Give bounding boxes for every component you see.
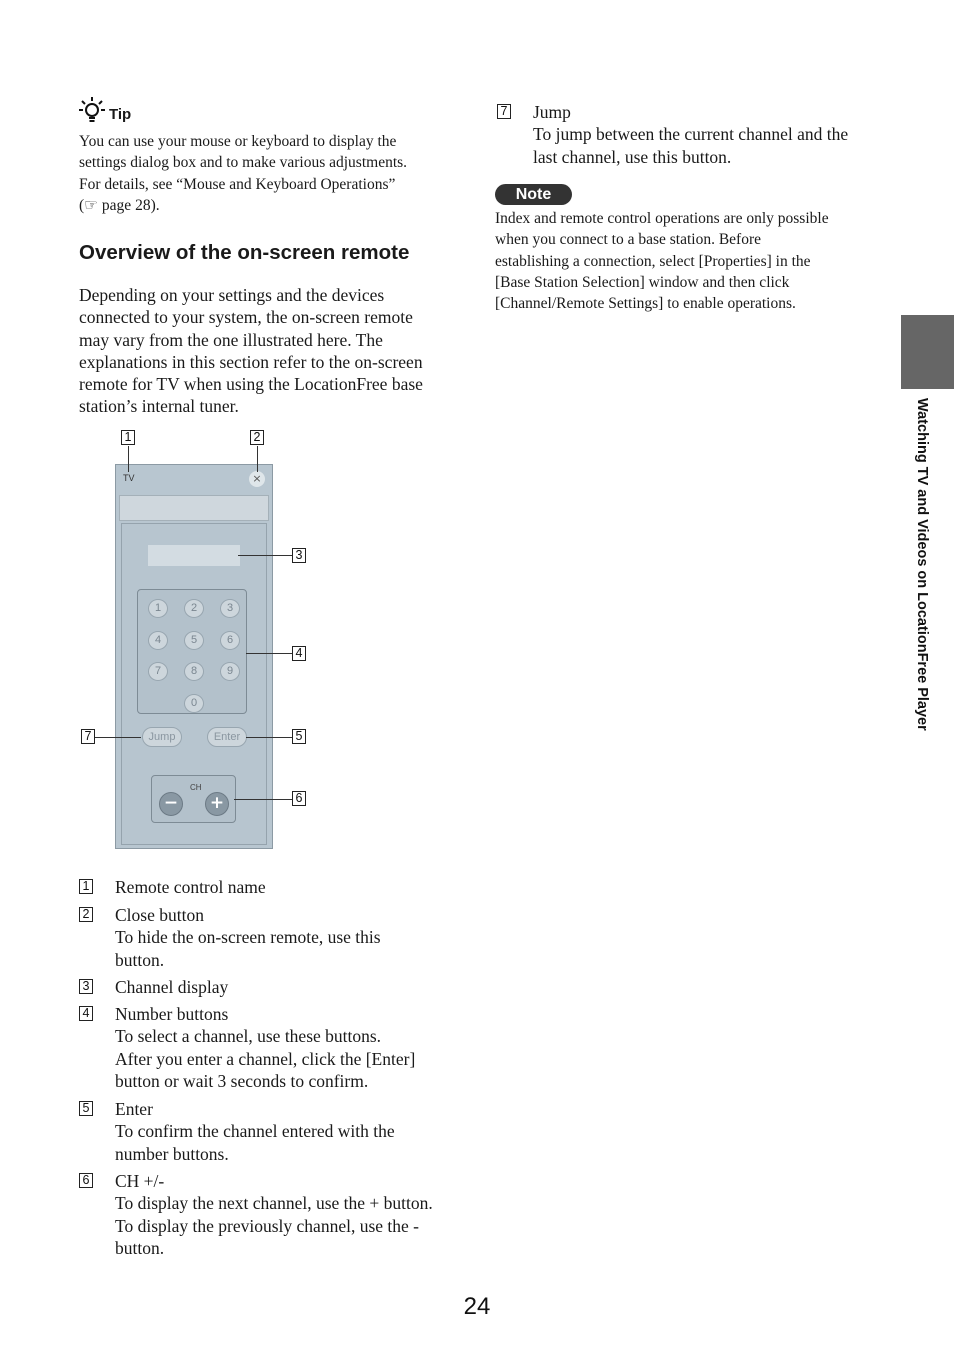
item-number-box: 6: [79, 1173, 93, 1188]
callout-6: 6: [292, 791, 306, 806]
item-title: Enter: [115, 1099, 153, 1119]
item-1: [79, 876, 464, 898]
intro-paragraph: [79, 284, 464, 418]
number-button-6: 6: [220, 631, 240, 650]
item-desc-line: To jump between the current channel and the: [533, 124, 849, 145]
item-desc-line: After you enter a channel, click the [Enter]: [115, 1048, 416, 1069]
item-desc-line: To select a channel, use these buttons.: [115, 1026, 382, 1047]
tip-line: (☞ page 28).: [79, 196, 160, 214]
intro-line: Depending on your settings and the devices: [79, 285, 385, 305]
tip-line: settings dialog box and to make various adjustments.: [79, 154, 408, 172]
number-button-9: 9: [220, 662, 240, 681]
jump-button: Jump: [142, 727, 182, 747]
plus-icon: +: [205, 792, 229, 816]
item-3: [79, 976, 464, 998]
number-button-1: 1: [148, 599, 168, 618]
number-button-3: 3: [220, 599, 240, 618]
item-7: [497, 101, 892, 168]
item-title: Remote control name: [115, 877, 266, 897]
intro-line: connected to your system, the on-screen remote: [79, 307, 413, 328]
tip-line: You can use your mouse or keyboard to display the: [79, 133, 397, 150]
item-title: CH +/-: [115, 1171, 165, 1191]
tip-heading: [79, 96, 131, 126]
note-line: when you connect to a base station. Before: [495, 231, 761, 249]
minus-icon: −: [159, 792, 183, 816]
callout-2: 2: [250, 430, 264, 445]
section-title: Overview of the on-screen remote: [79, 241, 410, 264]
note-line: Index and remote control operations are only possible: [495, 210, 829, 227]
remote-name: TV: [123, 473, 135, 483]
leader-line-5: [246, 737, 292, 738]
remote-title-strip: [119, 495, 269, 521]
close-icon: ×: [249, 471, 265, 487]
item-number-box: 7: [497, 104, 511, 119]
ch-label: CH: [190, 783, 202, 792]
item-desc-line: To display the next channel, use the + button.: [115, 1193, 433, 1214]
channel-display: [148, 545, 240, 566]
callout-3: 3: [292, 548, 306, 563]
note-text: [495, 208, 880, 314]
item-number-box: 4: [79, 1006, 93, 1021]
leader-line-2: [257, 446, 258, 472]
callout-5: 5: [292, 729, 306, 744]
number-button-5: 5: [184, 631, 204, 650]
item-desc-line: To display the previously channel, use the -: [115, 1215, 419, 1236]
intro-line: station’s internal tuner.: [79, 396, 239, 417]
chapter-tab: [901, 315, 954, 389]
item-2: [79, 904, 464, 971]
number-button-8: 8: [184, 662, 204, 681]
callout-7: 7: [81, 729, 95, 744]
intro-line: remote for TV when using the LocationFree base: [79, 374, 423, 395]
note-line: [Channel/Remote Settings] to enable operations.: [495, 295, 796, 313]
item-desc-line: last channel, use this button.: [533, 146, 732, 167]
item-desc-line: button.: [115, 949, 165, 970]
item-title: Close button: [115, 905, 204, 925]
lightbulb-icon: [79, 96, 105, 126]
item-desc-line: button.: [115, 1237, 165, 1258]
leader-line-4: [246, 653, 292, 654]
item-desc-line: number buttons.: [115, 1143, 229, 1164]
on-screen-remote-illustration: [115, 464, 273, 849]
item-4: [79, 1003, 464, 1092]
channel-up-down-panel: [151, 775, 236, 823]
page-number: 24: [463, 1293, 491, 1320]
leader-line-1: [128, 446, 129, 472]
chapter-title-vertical: Watching TV and Videos on LocationFree Player: [914, 398, 930, 731]
tip-text: [79, 131, 459, 216]
leader-line-3: [238, 555, 292, 556]
item-title: Jump: [533, 102, 571, 122]
tip-line: For details, see “Mouse and Keyboard Operations”: [79, 175, 396, 193]
item-desc-line: To hide the on-screen remote, use this: [115, 927, 381, 948]
note-line: establishing a connection, select [Properties] in the: [495, 252, 811, 270]
leader-line-6: [234, 799, 292, 800]
item-title: Number buttons: [115, 1004, 229, 1024]
number-button-7: 7: [148, 662, 168, 681]
callout-4: 4: [292, 646, 306, 661]
item-6: [79, 1170, 464, 1259]
item-number-box: 3: [79, 979, 93, 994]
intro-line: explanations in this section refer to the on-screen: [79, 351, 423, 372]
intro-line: may vary from the one illustrated here. The: [79, 329, 383, 350]
number-button-4: 4: [148, 631, 168, 650]
number-button-2: 2: [184, 599, 204, 618]
item-desc-line: button or wait 3 seconds to confirm.: [115, 1070, 369, 1091]
item-number-box: 2: [79, 907, 93, 922]
number-button-0: 0: [184, 694, 204, 713]
callout-1: 1: [121, 430, 135, 445]
leader-line-7: [95, 737, 141, 738]
item-desc-line: To confirm the channel entered with the: [115, 1121, 395, 1142]
item-number-box: 1: [79, 879, 93, 894]
item-5: [79, 1098, 464, 1165]
item-number-box: 5: [79, 1101, 93, 1116]
note-badge: Note: [495, 184, 572, 205]
note-line: [Base Station Selection] window and then click: [495, 273, 790, 291]
tip-label: Tip: [109, 105, 132, 123]
number-buttons-panel: [137, 589, 247, 714]
enter-button: Enter: [207, 727, 247, 747]
item-title: Channel display: [115, 977, 229, 997]
